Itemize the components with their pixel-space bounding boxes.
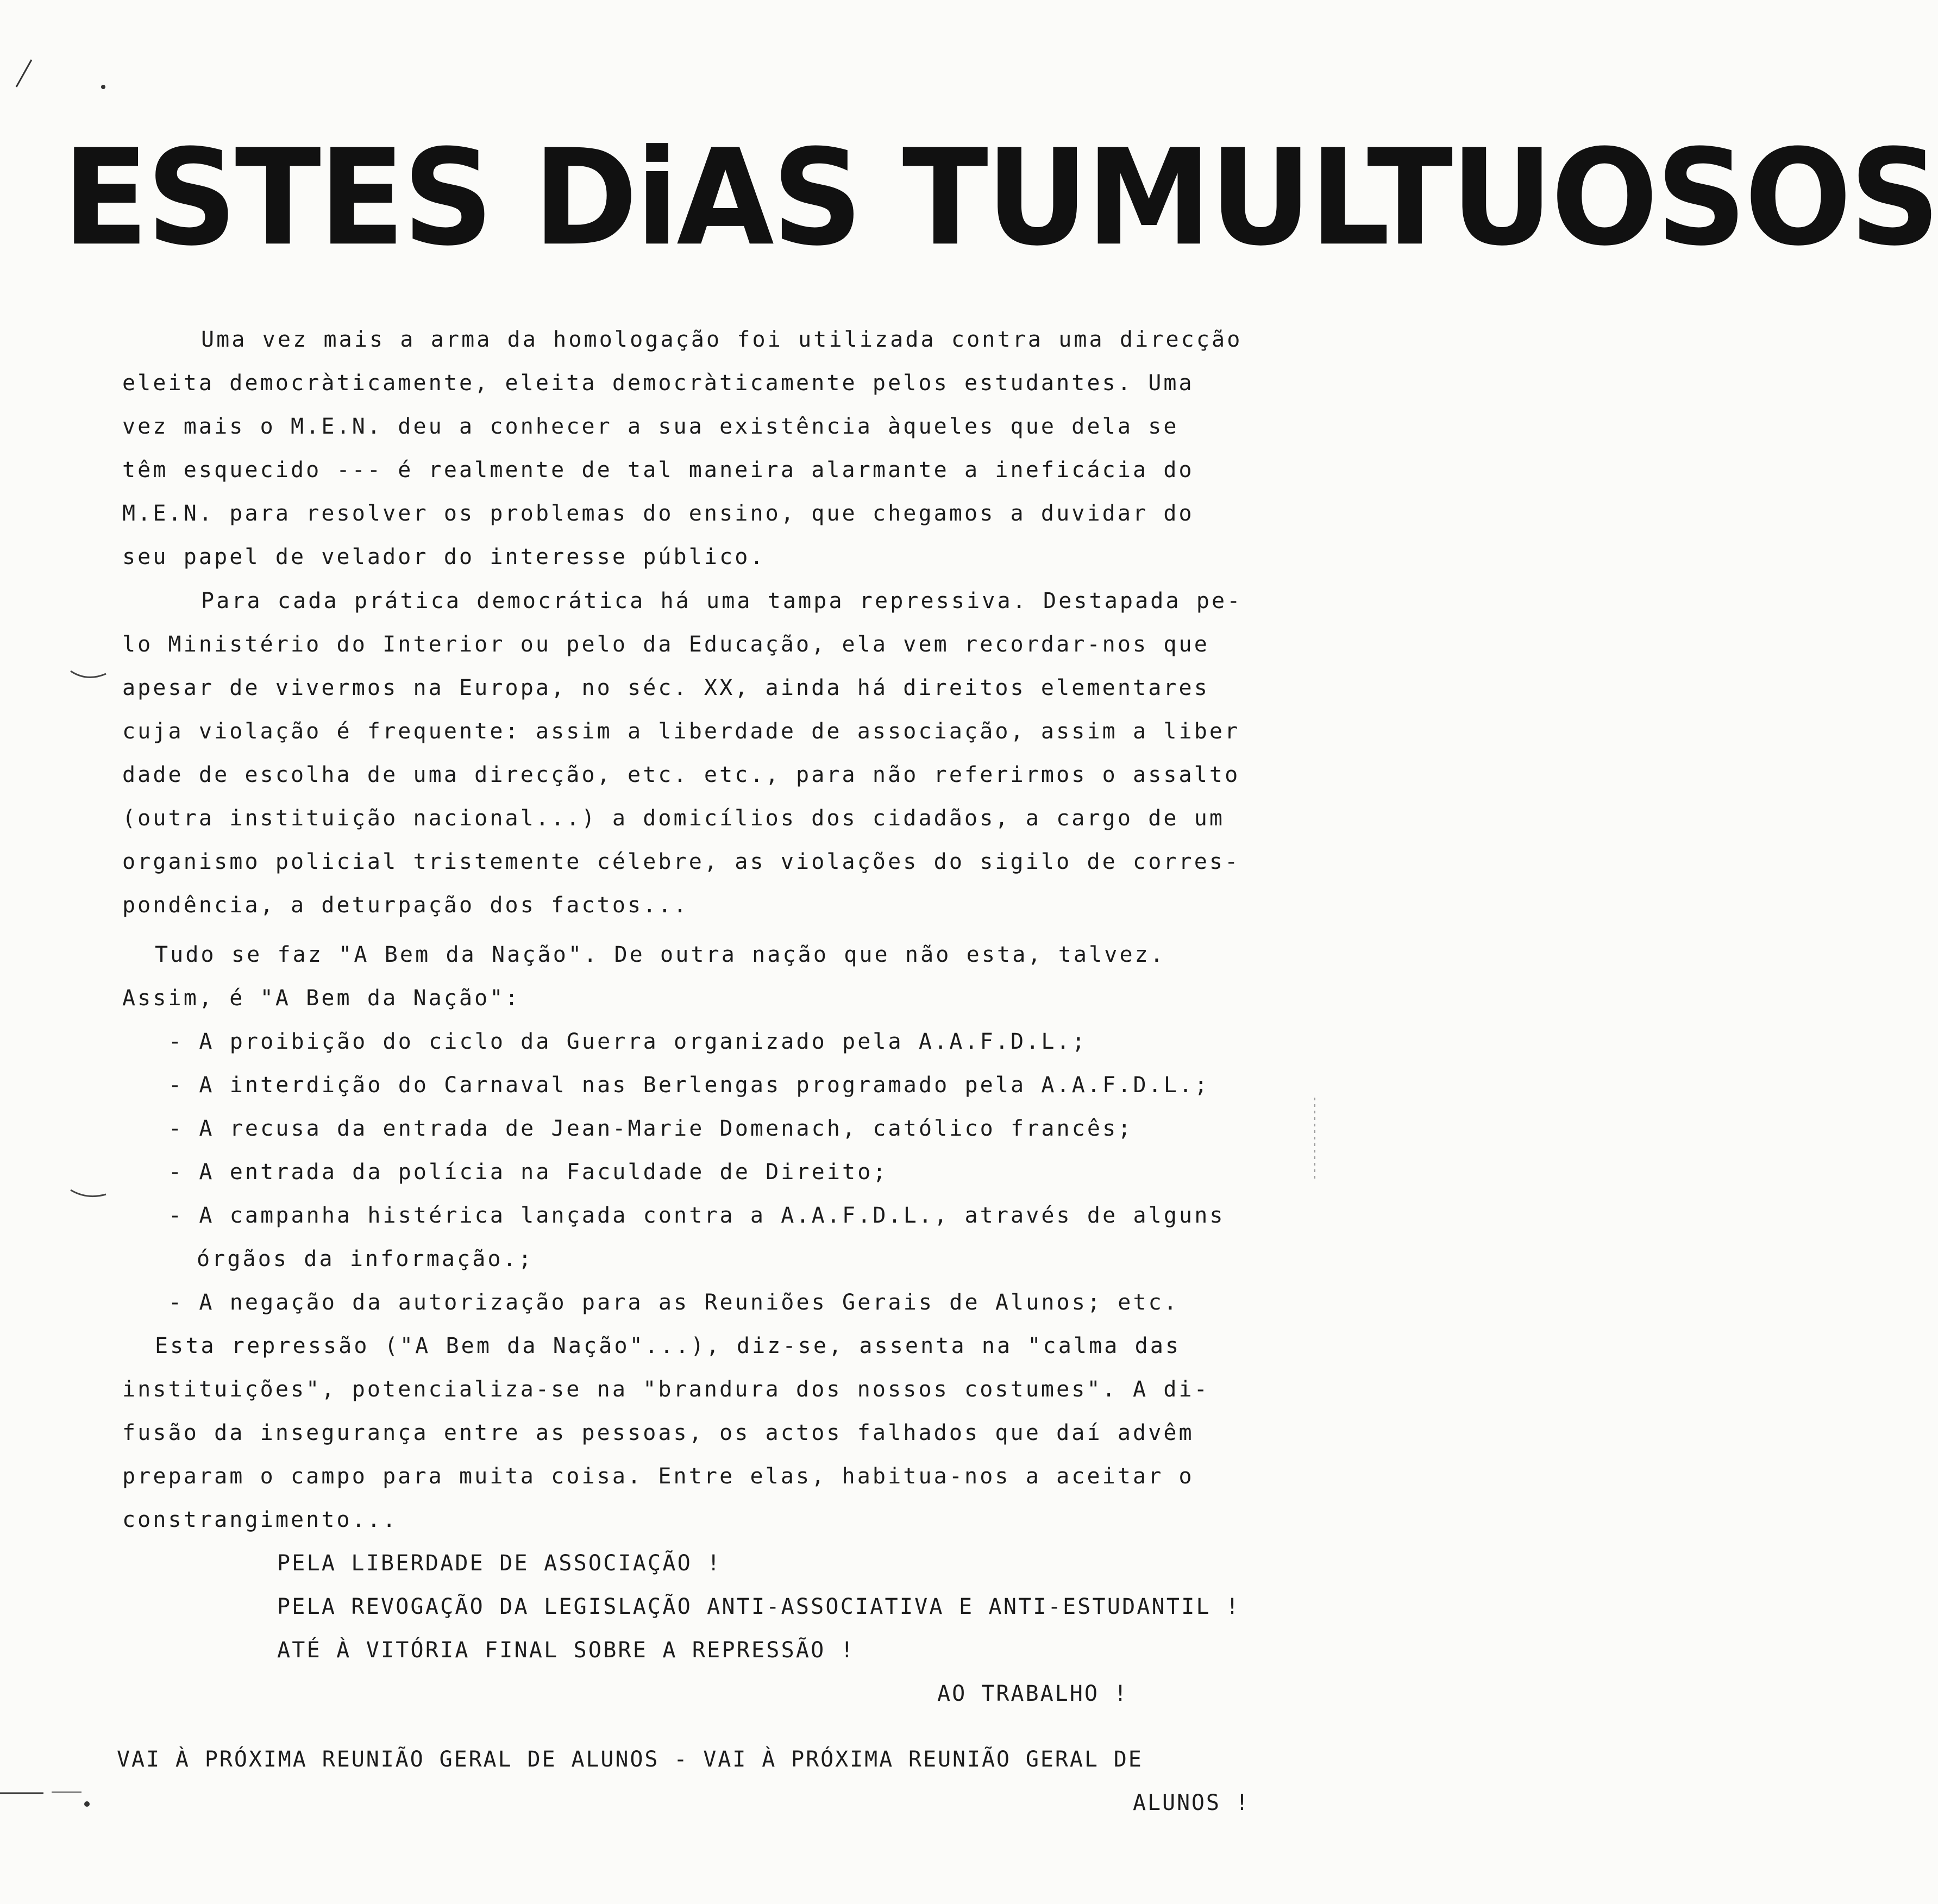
paragraph-line: (outra instituição nacional...) a domicílios dos cidadãos, a cargo de um	[122, 806, 1225, 831]
paragraph-line: Uma vez mais a arma da homologação foi utilizada contra uma direcção	[201, 327, 1243, 352]
list-item: - A proibição do ciclo da Guerra organizado pela A.A.F.D.L.;	[168, 1029, 1087, 1054]
paragraph-line: Esta repressão ("A Bem da Nação"...), diz-se, assenta na "calma das	[155, 1333, 1181, 1358]
paragraph-line: constrangimento...	[122, 1507, 398, 1532]
paragraph-line: Assim, é "A Bem da Nação":	[122, 986, 520, 1011]
paragraph-line: lo Ministério do Interior ou pelo da Educação, ela vem recordar-nos que	[122, 632, 1209, 657]
list-item: - A campanha histérica lançada contra a A.A.F.D.L., através de alguns	[168, 1203, 1225, 1228]
paragraph-line: seu papel de velador do interesse público.	[122, 544, 766, 569]
paragraph-line: Para cada prática democrática há uma tampa repressiva. Destapada pe-	[201, 588, 1243, 613]
list-item: - A negação da autorização para as Reuniões Gerais de Alunos; etc.	[168, 1290, 1180, 1315]
dot-mark	[101, 85, 105, 89]
paragraph-line: dade de escolha de uma direcção, etc. etc., para não referirmos o assalto	[122, 762, 1240, 787]
paragraph-line: instituições", potencializa-se na "brandura dos nossos costumes". A di-	[122, 1377, 1209, 1402]
margin-stroke-mark	[16, 60, 32, 87]
list-item: - A interdição do Carnaval nas Berlengas programado pela A.A.F.D.L.;	[168, 1073, 1210, 1098]
paragraph-line: apesar de vivermos na Europa, no séc. XX, ainda há direitos elementares	[122, 675, 1209, 700]
paragraph-line: fusão da insegurança entre as pessoas, os actos falhados que daí advêm	[122, 1420, 1194, 1445]
paragraph-line: preparam o campo para muita coisa. Entre elas, habitua-nos a aceitar o	[122, 1464, 1194, 1489]
paragraph-line: têm esquecido --- é realmente de tal maneira alarmante a ineficácia do	[122, 458, 1194, 483]
footer-line: VAI À PRÓXIMA REUNIÃO GERAL DE ALUNOS - VAI À PRÓXIMA REUNIÃO GERAL DE	[117, 1747, 1143, 1772]
paragraph-line: cuja violação é frequente: assim a liberdade de associação, assim a liber	[122, 719, 1240, 744]
list-item: - A recusa da entrada de Jean-Marie Domenach, católico francês;	[168, 1116, 1133, 1141]
paragraph-line: pondência, a deturpação dos factos...	[122, 893, 689, 918]
list-item-continuation: órgãos da informação.;	[197, 1247, 534, 1272]
paragraph-line: M.E.N. para resolver os problemas do ensino, que chegamos a duvidar do	[122, 501, 1194, 526]
slogan: PELA LIBERDADE DE ASSOCIAÇÃO !	[277, 1551, 722, 1576]
margin-curve-mark	[71, 1190, 106, 1197]
call-to-action: AO TRABALHO !	[937, 1681, 1129, 1706]
slogan: ATÉ À VITÓRIA FINAL SOBRE A REPRESSÃO !	[277, 1638, 855, 1663]
paragraph-line: organismo policial tristemente célebre, as violações do sigilo de corres-	[122, 849, 1240, 874]
margin-curve-mark	[71, 671, 106, 677]
list-item: - A entrada da polícia na Faculdade de Direito;	[168, 1160, 888, 1185]
paragraph-line: Tudo se faz "A Bem da Nação". De outra nação que não esta, talvez.	[155, 942, 1166, 967]
footer-line: ALUNOS !	[1133, 1790, 1250, 1815]
dot-mark	[84, 1801, 90, 1807]
paragraph-line: vez mais o M.E.N. deu a conhecer a sua existência àqueles que dela se	[122, 414, 1179, 439]
paragraph-line: eleita democràticamente, eleita democràticamente pelos estudantes. Uma	[122, 371, 1194, 396]
page-title: ESTES DiAS TUMULTUOSOS	[62, 121, 1938, 275]
slogan: PELA REVOGAÇÃO DA LEGISLAÇÃO ANTI-ASSOCIATIVA E ANTI-ESTUDANTIL !	[277, 1594, 1241, 1619]
